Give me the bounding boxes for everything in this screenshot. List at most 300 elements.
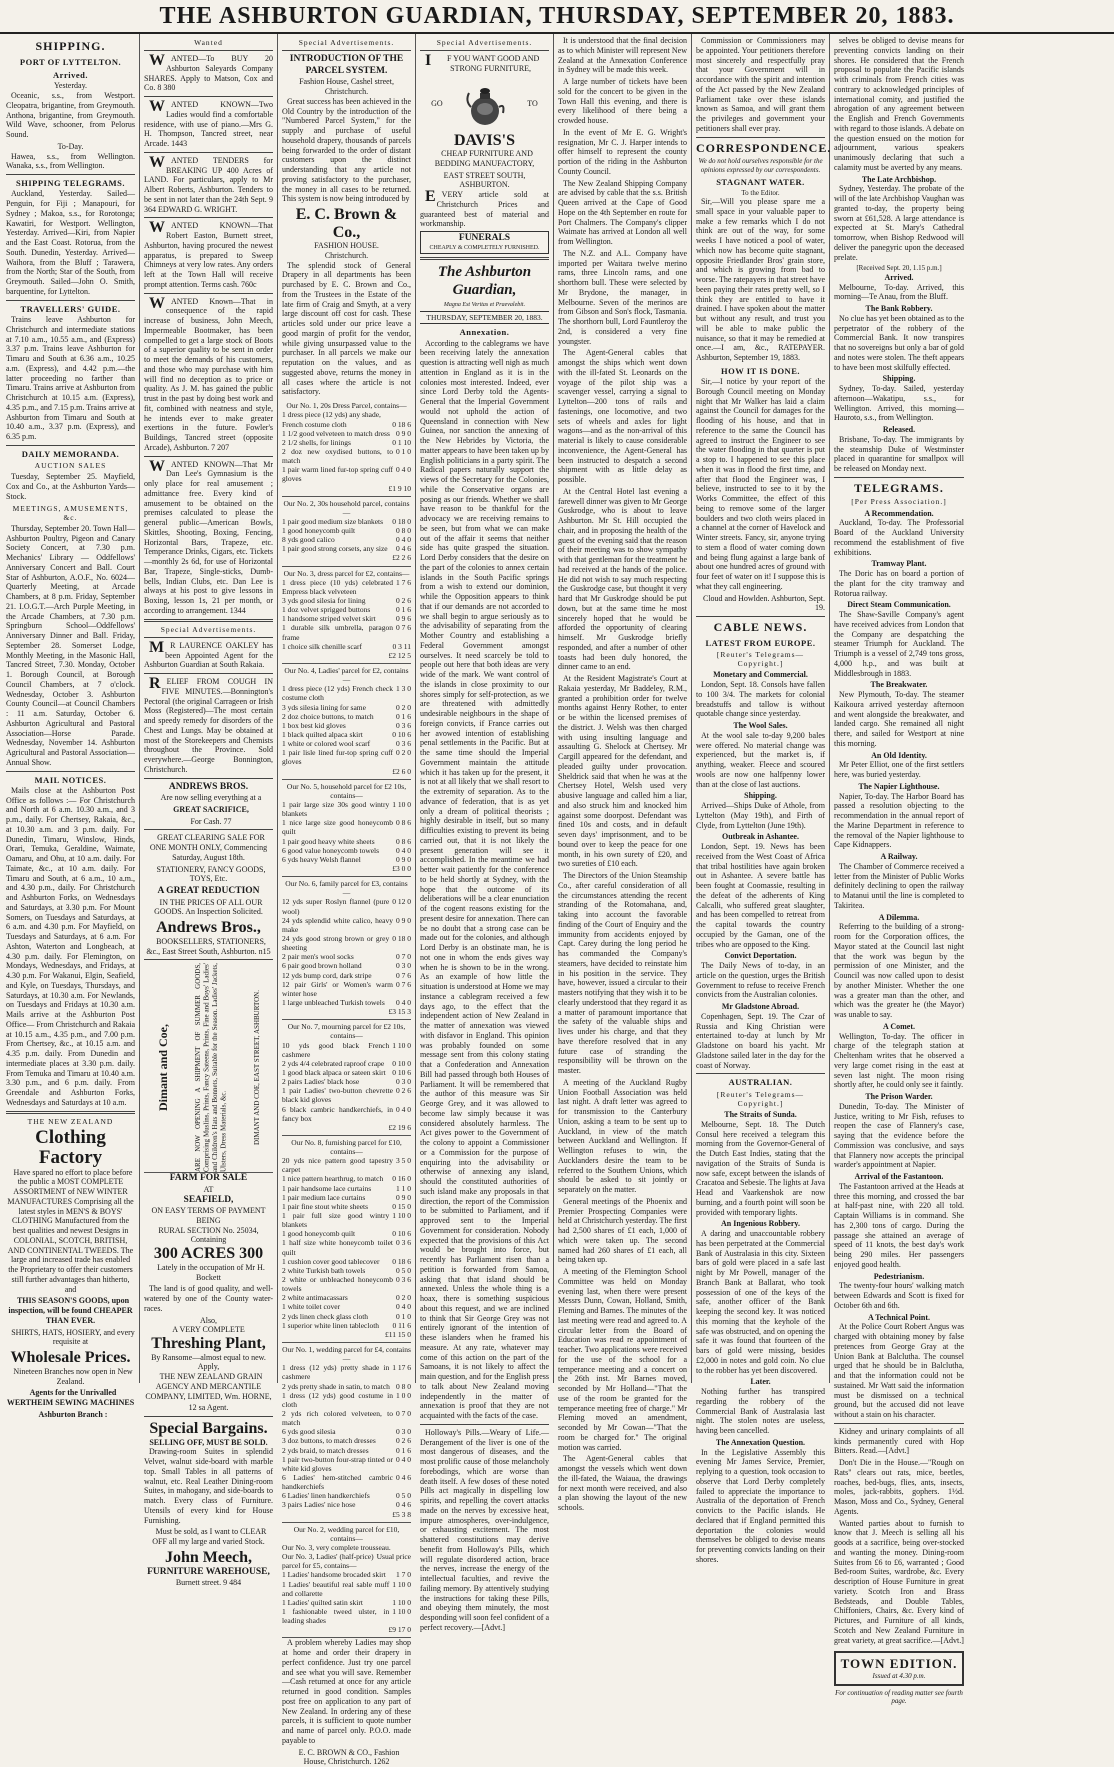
parcel-item: 1 good honeycomb quilt [282, 526, 356, 536]
andrews-big: Andrews Bros., [156, 919, 261, 937]
parcel-item: French costume cloth [282, 419, 347, 429]
newspaper-page [0, 34, 1114, 1767]
parcel-price: £2 19 6 [388, 1122, 411, 1132]
parcel-price: 0 9 0 [396, 915, 411, 925]
australian-heading: AUSTRALIAN. [728, 1077, 793, 1088]
mail-heading: MAIL NOTICES. [34, 774, 107, 785]
parcel-row [282, 1543, 411, 1552]
col5-para-11: A meeting of the Flemington School Committee was held on Monday evening last, when there were present Messrs Dunn, Cowan, Holland, Smith, Fleming and Barnes. The minutes of the last meeting were read and agreed to. A circular letter from the Board of Education was read re appointment of teacher. Two applications were received for the use of the school for a temperance meeting and a concert on the 26th inst. Mr Barnes moved, seconded by Mr Holland—"That the use of the room be granted for the temperance meeting free of charge." Mr Fleming moved an amendment, seconded by Mr Cowan—"That the room be charged for." The original motion was carried. [558, 1267, 687, 1452]
breakwater-text: New Plymouth, To-day. The steamer Kaikoura arrived yesterday afternoon and went alongside the breakwater, and landed cargo. She remained all night there, and sailed for Westport at nine this morning. [834, 690, 964, 748]
parcel-price: 0 8 0 [396, 526, 411, 536]
cheaper-text: THIS SEASON'S GOODS, upon inspection, will be found CHEAPER THAN EVER. [8, 1296, 133, 1325]
warder-heading: The Prison Warder. [865, 1092, 933, 1102]
parcel-row [282, 767, 411, 776]
parcel-row [282, 1007, 411, 1016]
parcel-heading: Our No. 1, 20s Dress Parcel, contains— [286, 401, 407, 411]
nzgrain-line: THE NEW ZEALAND GRAIN AGENCY AND MERCANTILE COMPANY, LIMITED, Wm. HORNE, [145, 1372, 272, 1401]
released-heading: Released. [882, 425, 916, 435]
annex-text: According to the cablegrams we have been receiving lately the annexation question is attracting well nigh as much attention in England as it is in the colonies most interested. Indeed, ever since Lord Derby told the Agents-General that the Imperial Government would not uphold the action of Queensland in connection with New Guinea, nor sanction the annexing of the New Hebrides by Victoria, the matter appears to have been taken up by English politicians in a party spirit. The Radical papers naturally support the views of the Secretary for the Colonies, while the Conservative organs are posing as our friends. Whether we shall have reason to be thankful for the advocacy we are receiving remains to be seen, but from what we can make out of the affair it seems that neither side has quite grasped the situation. Lord Derby considers that the desire on the part of the colonies to annex certain islands in the South Pacific springs from a wish to extend our dominion, while the Opposition appears to think that if our demands are not accorded to we shall begin to argue seriously as to the advisability of separating from the Mother Country and establishing a Federal Government amongst ourselves. It need scarcely be told to people out here that both ideas are very wide of the mark. We want control of the islands in close proximity to our shores simply for self-protection, as we are threatened with admittedly undesirable neighbours in the shape of foreign convicts, if France carries out her avowed intention of establishing penal settlements in the Pacific. But at the same time should the Imperial Government maintain the attitude which it has taken up for the present, it is not at all likely that we shall resort to the extremity of separation. As to the advance of federation, that is as yet only a dream of political theorists ; highly desirable in itself, but so many difficulties existing to prevent its being carried out, that it is not likely the present generation will see it accomplished. In the meantime we had better wait patiently for the conference to be held shortly at Sydney, with the hope that the outcome of its deliberations will be a clear enunciation of the cogent reasons existing for the present desire for annexation. There can be no doubt that a strong case can be made out for the colonies, and although Lord Derby is an obstinate man, he is not one in whom the ends gives way when he is shown to be in the wrong. As an example of how little the situation is understood at Home we may instance a cablegram received a few days ago, to the effect that the independent action of New Zealand in the matter of annexation was viewed with disfavor in England. This opinion was probably founded on some message sent from this colony stating that a Confederation and Annexation Bill had passed through both Houses of Parliament. It will be remembered that the author of this measure was Sir George Grey, and it was allowed to become law simply because it was considered absolutely harmless. The Act gives power to the Government of the colony to appoint a Commissioner or a Commission for the purpose of enquiring into the advisability or otherwise of annexing any island, should the constituted authorities of such island make any proposals in that direction, the report of the Commission to be submitted to Parliament, and if approved sent to the Imperial Government for consideration. Nobody expected that the provisions of this Act would be brought into force, but recently has Parliament risen than a petition is forwarded from Samoa, asking that that island should be annexed. Unless the whole thing is a hoax, there is something suspicious about this request, and we are inclined to think that Sir George Grey was not entirely ignorant of the intention of these islanders when he framed his measure. At any rate, whatever may come of this action on the part of the Samoans, it is not likely to affect the main question, and for the English press to talk about New Zealand moving independently in the matter of annexation is proof that they are not acquainted with the facts of the case. [420, 338, 549, 1421]
davis-line-1: IF YOU WANT GOOD AND STRONG FURNITURE, [425, 52, 540, 73]
parcel-row [282, 429, 411, 438]
parcel-item: 1 Ladies' handsome brocaded skirt [282, 1570, 386, 1580]
apply-line: Apply, [197, 1362, 220, 1372]
parcel-row [282, 1105, 411, 1123]
how-text: Sir,—I notice by your report of the Borough Council meeting on Monday night that Mr Walker has laid a claim against the Council for damages for the flooding of his house, and that in reference to the same the Council has agreed to instruct the Engineer to see the water flooding in that quarter is put a stop to. I happened to see this place when it was in flood the first time, and after that flood the Engineer was, I believe, instructed to see to it by the Works Committee, the effect of this being to remove some of the larger boulders and two cloth weirs placed in a channel at the corner of Havelock and Winter streets. Fancy, sir, anyone trying to stem a flood of water coming down and being flung against a large bank of about one hundred acres of ground with four feet of water on it! I suppose this is what they call engineering. [696, 377, 825, 591]
farm-land: The land is of good quality, and well-watered by one of the County water-races. [144, 1284, 273, 1313]
parcel-block [282, 399, 411, 496]
parcel-price: 0 10 6 [392, 1067, 411, 1077]
parcel-item: 3 doz buttons, to match dresses [282, 1436, 376, 1446]
steam-text: The Shaw-Saville Company's agent have received advices from London that the Company are despatching the steamer Triumph for Auckland. The Triumph is a vessel of 2,749 tons gross, 4,000 h.p., and was built at Middlesbrough in 1883. [834, 610, 964, 678]
parcel-price: 1 7 0 [396, 1570, 411, 1580]
parcel-row [282, 1211, 411, 1229]
dimant-coe-address: DIMANT AND COE, EAST STREET, ASHBURTON. [252, 990, 261, 1146]
parcel-item: 20 yds nice pattern good tapestry carpet [282, 1156, 393, 1175]
wanted-ad-4: WANTED KNOWN—That Robert Easton, Burnett street, Ashburton, having procured the newest apparatus, is prepared to Sweep Chimneys at very low rates. Any orders left at the Town Hall will receive prompt attention. Terms cash. 760c [144, 219, 273, 289]
parcel-row [282, 1491, 411, 1500]
meech-name: John Meech, [164, 1548, 253, 1566]
davis-trade: CHEAP FURNITURE AND BEDDING MANUFACTORY, [434, 149, 535, 168]
parcel-item: 2 yds braid, to match dresses [282, 1445, 369, 1455]
parcel-price: 0 4 6 [396, 1472, 411, 1482]
parcel-item: 6 pair good brown holland [282, 961, 362, 971]
comet-heading: A Comet. [883, 1021, 915, 1031]
suites-text: Drawing-room Suites in splendid Velvet, walnut side-board with marble top. Small Tables in all patterns of walnut, etc. Real Leather Dining-room Suites, in mahogany, and side-boards to match. Every class of Furniture. Utensils of every kind for House Furnishing. [144, 1447, 273, 1525]
monetary-text: London, Sept. 18. Consols have fallen to 100 3/4. The markets for colonial breadstuffs and tallow is without quotable change since yesterday. [696, 680, 825, 719]
parcel-item: 1 Ladies' quilted satin skirt [282, 1597, 363, 1607]
warder-text: Dunedin, To-day. The Minister of Justice, writing to Mr Fish, refuses to reopen the case of Flannery's case, saying that the evidence before the Commission was conclusive, and says that Flannery now accepts the principal warder's appointment at Napier. [834, 1101, 964, 1170]
parcel-item: 1 pair Ladies' two-button chevrette black kid gloves [282, 1086, 393, 1105]
parcel-row [282, 1123, 411, 1132]
parcel-row [282, 1184, 411, 1193]
parcel-row [282, 730, 411, 739]
parcel-row [282, 818, 411, 836]
holloway-advt: Holloway's Pills.—Weary of Life.—Derangement of the liver is one of the most dangerous of diseases, and the most prolific cause of those melancholy forebodings, which are worse than death itself. A few doses of these noted Pills act magically in dispelling low spirits, and repelling the covert attacks made on the nerves by excessive heat, impure atmospheres, over-indulgence, or exhausting excitement. The most shattered constitutions may derive benefit from Holloway's Pills, which will regulate disordered action, brace the nerves, increase the energy of the intellectual faculties, and revive the failing memory. By attentively studying the instructions for taking these Pills, and obeying them minutely, the most desponding will soon feel confident of a perfect recovery.—[Advt.] [420, 1427, 549, 1632]
parcel-item: 2 white or unbleached honeycomb towels [282, 1275, 393, 1294]
parcel-row [282, 1446, 411, 1455]
parcel-row [282, 1500, 411, 1509]
travellers-text: Trains leave Ashburton for Christchurch and intermediate stations at 7.10 a.m., 10.55 a.m., and (Express) 3.37 p.m. Trains leave Ashburton for Timaru and South at 6.36 a.m., 10.25 a.m. (Express), and 4.42 p.m.—the latter proceeding no farther than Timaru. Trains arrive at Ashburton from Christchurch at 10.15 a.m. (Express), 4.35 p.m., and 7.15 p.m. Trains arrive at Ashburton from Timaru and South at 10.40 a.m., 3.37 p.m. (Express), and 6.35 p.m. [6, 315, 135, 442]
farm-terms: ON EASY TERMS OF PAYMENT [151, 1206, 266, 1216]
comet-text: Wellington, To-day. The officer in charge of the telegraph station at Cheltenham writes that he observed a very large comet rising in the east at seven last night. The moon rising shortly after, he could only see it faintly. [834, 1031, 964, 1090]
released-text: Brisbane, To-day. The immigrants by the steamship Duke of Westminster placed in quarantine for smallpox will be released on Monday next. [834, 434, 964, 474]
parcel-item: 1 superior white linen tablecloth [282, 1320, 380, 1330]
parcel-price: 0 4 0 [396, 535, 411, 545]
shipping-telegrams-heading: SHIPPING TELEGRAMS. [15, 178, 125, 189]
parcel-item: 1 black quilted alpaca skirt [282, 730, 363, 740]
parcel-price: 0 7 0 [396, 952, 411, 962]
parcel-row [282, 1202, 411, 1211]
annexq-text: In the Legislative Assembly this evening Mr James Service, Premier, replying to a question, took occasion to observe that Lord Derby completely failed to appreciate the importance to Australia of the deportation of French convicts to the Pacific islands. He declared that if England permitted this deportation the colonies would themselves be obliged to devise means for preventing convicts landing on their shores. [696, 1447, 825, 1564]
parcel-row [282, 1455, 411, 1473]
wanted-ad-3: WANTED TENDERS for BREAKING UP 400 Acres of LAND. For particulars, apply to Mr Albert Roberts, Ashburton. Tenders to be sent in not later than the 24th Sept. 9 364 EDWARD G. WRIGHT. [144, 153, 273, 214]
parcel-block [282, 1523, 411, 1639]
parcel-row [282, 1193, 411, 1202]
parcel-price: 0 3 0 [396, 961, 411, 971]
parcel-row [282, 1330, 411, 1339]
dilemma-text: Referring to the building of a strong-room for the Corporation offices, the Mayor stated at the Council last night that the work was begun by the permission of one Minister, and the Council was now called upon to desist by another Minister. Whether the one was a greater man than the other, and which was the greater he (the Mayor) was unable to say. [834, 922, 964, 1020]
water-to: To the Editor. [741, 188, 780, 197]
col5-para-3: The New Zealand Shipping Company are advised by cable that the s.s. British Queen arrived at the Cape of Good Hope on the 4th September en route for Port Chalmers. The Company's clipper Waimate has arrived at London all well from Wellington. [558, 178, 687, 246]
parcel-item: 1 pair large size 30s good wintry blankets [282, 800, 390, 819]
wool-heading: The Wool Sales. [733, 721, 788, 731]
bargains-title: Special Bargains. [149, 1420, 268, 1438]
archbishop-text: Sydney, Yesterday. The probate of the will of the late Archbishop Vaughan was granted to-day, the property being sworn at £61,528. A large attendance is expected at St. Mary's Cathedral tomorrow, when Bishop Redwood will deliver the panegyric upon the deceased prelate. [834, 184, 964, 262]
parcel-price: 0 18 6 [392, 1256, 411, 1266]
identity-text: Mr Peter Elliot, one of the first settlers here, was buried yesterday. [834, 760, 964, 780]
parcel-item: 6 black cambric handkerchiefs, in fancy box [282, 1104, 393, 1123]
parcel-row [282, 447, 411, 465]
special-heading-3: Special Advertisements. [298, 38, 395, 47]
parcel-item: 1 pair lisle lined fur-top spring cuff gloves [282, 748, 393, 767]
parcel-price: 1 10 0 [392, 1597, 411, 1607]
parcel-row [282, 1275, 411, 1293]
col6-intro: Commission or Commissioners may be appointed. Your petitioners therefore most sincerely and respectfully pray that your Government will in accordance with the spirit and intention of the Act passed by the New Zealand Parliament take over these islands known as Samoa, and will grant them the privileges and government your petitioners shall ever pray. [696, 36, 825, 133]
parcel-price: £11 15 0 [385, 1329, 411, 1339]
parcel-row [282, 897, 411, 915]
australian-copy: [Reuter's Telegrams—Copyright.] [716, 1089, 805, 1108]
parcel-item: 1 nice large size good honeycomb quilt [282, 818, 393, 837]
parcel-price: 0 2 6 [396, 1086, 411, 1096]
town-edition-heading: TOWN EDITION. [840, 1656, 958, 1672]
parcel-row [282, 1068, 411, 1077]
parcel-price: 1 1 0 [396, 1183, 411, 1193]
outbreak-heading: Outbreak in Ashantee. [722, 832, 799, 842]
parcel-item: 1 pair good medium size blankets [282, 516, 384, 526]
parcel-row [282, 1570, 411, 1579]
parcel-price: 0 2 0 [396, 702, 411, 712]
parcel-item: 1 dress piece (12 yds) any shade, [282, 410, 381, 420]
complete-line: A VERY COMPLETE [172, 1325, 245, 1335]
continuation-note: For continuation of reading matter see fourth page. [835, 1688, 963, 1706]
column-3 [278, 34, 416, 1767]
masthead [0, 0, 1114, 34]
parcel-price: 0 4 6 [396, 544, 411, 554]
parcel-price: 0 11 6 [392, 1320, 411, 1330]
parcel-item: 1 cushion cover good tablecover [282, 1256, 380, 1266]
thresher-title: Threshing Plant, [151, 1335, 266, 1353]
cable-sub: LATEST FROM EUROPE. [705, 637, 816, 648]
parcel-row [282, 410, 411, 419]
parcel-item: 1 good black alpaca or sateen skirt [282, 1067, 386, 1077]
parcel-row [282, 855, 411, 864]
parcel-price: 1 10 0 [392, 1211, 411, 1221]
shipping-telegrams-text: Auckland, Yesterday. Sailed—Penguin, for Fiji ; Manapouri, for Sydney ; Makoa, s.s., for Rorotonga; Kawatiri, for Westport. Wellington, Yesterday. Arrived—Kiri, from Napier and the East Coast. Rotorua, from the South. Dunedin, Yesterday. Arrived—Waihora, from the Bluff ; Tarawera, from the North; Star of the South, from Greymouth. Sailed—John O. Smith, barquentine, for Lyttelton. [6, 189, 135, 296]
railway-text: The Chamber of Commerce received a letter from the Minister of Public Works definitely declining to open the railway to Matanui until the line is completed to Takiritea. [834, 861, 964, 910]
wanted-ad-1: WANTED—To BUY 20 Ashburton Saleyards Company SHARES. Apply to Matson, Cox and Co. 8 380 [144, 52, 273, 93]
parcel-price: 0 9 0 [396, 1192, 411, 1202]
parcel-price: 0 8 0 [396, 1381, 411, 1391]
parcel-price: £3 15 3 [388, 1007, 411, 1017]
parcel-price: 0 3 0 [396, 1427, 411, 1437]
later-heading: Later. [750, 1377, 771, 1387]
parcel-row [282, 1607, 411, 1625]
brown-city: Christchurch. [324, 250, 369, 260]
parcel-price: 0 3 6 [396, 739, 411, 749]
parcel-item: 3 pairs Ladies' nice hose [282, 1500, 356, 1510]
dilemma-heading: A Dilemma. [878, 912, 920, 922]
parcel-item: 1 box best kid gloves [282, 720, 346, 730]
advt-1: Kidney and urinary complaints of all kinds permanently cured with Hop Bitters. Read.—[Advt.] [834, 1426, 964, 1456]
andrews-trade: BOOKSELLERS, STATIONERS, &c., East Street South, Ashburton. n15 [146, 936, 271, 956]
parcel-row [282, 739, 411, 748]
col5-para-10: General meetings of the Phoenix and Premier Prospecting Companies were held at Christchurch yesterday. The first had 2,500 shares of £1 each, 1,000 of which were taken up. The second named had 260 shares of £1 each, all being taken up. [558, 1196, 687, 1265]
selling-line: SELLING OFF, MUST BE SOLD. [149, 1437, 268, 1447]
advt-3: Wanted parties about to furnish to know that J. Meech is selling all his goods at a sacrifice, being over-stocked and wanting the money. Dining-room Suites from £6 to £6, warranted ; Good Bed-room Suites, wardrobe, &c. Every description of House Furniture in great variety. Scotch Iron and Brass Bedsteads, and Double Tables, Chiffoniers, Chairs, &c. Every kind of Pictures, and Furniture of all kinds, Scotch and New Zealand Furniture in great variety, at great sacrifice.—[Advt.] [834, 1518, 964, 1645]
parcel-row [282, 438, 411, 447]
parcel-price: 0 3 6 [396, 720, 411, 730]
parcel-row [282, 1086, 411, 1104]
parcel-row [282, 605, 411, 614]
parcel-item: 6 yds good silesia [282, 1427, 336, 1437]
parcel-row [282, 1580, 411, 1598]
parcel-price: 0 4 0 [396, 997, 411, 1007]
farm-section: RURAL SECTION No. 25034, [158, 1225, 259, 1235]
parcel-row [282, 544, 411, 553]
parcel-item: 2 yds pretty shade in satin, to match [282, 1381, 390, 1391]
clothing-text: Have spared no effort to place before the public a MOST COMPLETE ASSORTMENT of NEW WINTER MANUFACTURES Comprising all the latest styles in MEN'S & BOYS' CLOTHING Manufactured from the best qualities and newest Designs in COLONIAL, SCOTCH, BRITISH, AND CONTINENTAL TWEEDS. The large and increased trade has enabled the Proprietary to offer their customers still further advantages than hitherto, and [7, 1167, 134, 1294]
parcel-row [282, 1473, 411, 1491]
column-5 [554, 34, 692, 1512]
parcel-item: 1 dress (12 yds) good costume in cloth [282, 1390, 393, 1409]
parcel-item: 1 dress piece (10 yds) celebrated Empress black velveteen [282, 577, 393, 596]
col7-intro: selves be obliged to devise means for preventing convicts landing on their shores. He considered that the French proposal to populate the Pacific islands with criminals from French cities was contrary to acknowledged principles of international comity, and justified the abrogation of any agreement between the English and French Governments with regard to those islands. A debate on the question ensued on the motion for adjournment, various speakers unanimously declaring that such a calamity must be averted by any means. [834, 36, 964, 172]
parcel-row [282, 420, 411, 429]
parcel-heading: Our No. 6, family parcel for £3, contains— [285, 879, 408, 898]
water-heading: STAGNANT WATER. [716, 177, 805, 188]
shirts-text: SHIRTS, HATS, HOSIERY, and every requisite at [11, 1327, 135, 1347]
parcel-price: 0 2 0 [396, 748, 411, 758]
parcel-row [282, 1363, 411, 1381]
fastantoon-text: The Fastantoon arrived at the Heads at three this morning, and crossed the bar at half-past nine, with 220 all told. Captain Williams is in command. She has 2,300 tons of cargo. During the passage she attained an average of speed of 11 knots, the best day's work being 290 miles. Her passengers enjoyed good health. [834, 1181, 964, 1269]
meetings-text: Thursday, September 20. Town Hall—Ashburton Poultry, Pigeon and Canary Society Concert, at 7.30 p.m. Mechanics' Library — Oddfellows' Anniversary Concert and Ball. Court Star of Ashburton, A.O.F., No. 6024—Quarterly Meeting, at Arcade Chambers, at 8 p.m. Friday, September 21. I.O.G.T.—Arch Purple Meeting, in the Arcade Chambers, at 7.30 p.m. Springburn School—Oddfellows' Anniversary Dinner and Ball. Friday, September 28. Somerset Lodge, Monthly Meeting, in the Masonic Hall, Tancred Street, 7.30. Monday, October 1. Borough Council, at Borough Council Chambers, at 7 o'clock. Wednesday, October 3. Ashburton County Council—at Council Chambers : 11 a.m. Saturday, October 6. Ashburton Agricultural and Pastoral Association—Horse Parade. Wednesday, November 14. Ashburton Agricultural and Pastoral Association—Annual Show. [6, 523, 135, 767]
parcel-price: 0 10 0 [392, 1058, 411, 1068]
parcel-item: 2 white antimacassars [282, 1293, 348, 1303]
shipping-text-6: Arrived—Ships Duke of Athole, from Lyttelton (May 19th), and Firth of Clyde, from Lyttelton (June 19th). [696, 801, 825, 830]
robbery-text: A daring and unaccountable robbery has been perpetrated at the Commercial Bank of Australasia in this city. Sixteen bars of gold were placed in a safe last night by Mr Powell, manager of the Branch Bank at Ballarat, who took possession of one of the keys of the safe, another officer of the Bank keeping the second key. It was noticed this morning that the keyhole of the safe was obstructed, and on opening the safe it was found that fourteen of the bars of gold were missing, besides £2,000 in notes and gold coin. No clue to the robber has yet been discovered. [696, 1229, 825, 1375]
bank-heading: The Bank Robbery. [865, 304, 933, 314]
parcel-row [282, 1266, 411, 1275]
parcel-row [282, 651, 411, 660]
parcel-item: 1 Ladies' beautiful real sable muff and collarette [282, 1579, 390, 1598]
parcel-row [282, 1302, 411, 1311]
parcel-price: 0 7 6 [396, 623, 411, 633]
parcel-row [282, 623, 411, 641]
parcel-price: 1 17 6 [392, 1363, 411, 1373]
parcel-price: 0 8 6 [396, 836, 411, 846]
parcel-row [282, 526, 411, 535]
parcel-item: 12 pair Girls' or Women's warm winter hose [282, 979, 393, 998]
parcel-item: 6 Ladies' hem-stitched cambric handkerchiefs [282, 1472, 393, 1492]
parcel-item: 1 good honeycomb quilt [282, 1229, 356, 1239]
shipping-heading: SHIPPING. [35, 39, 106, 53]
col5-para-9: A meeting of the Auckland Rugby Union Football Association was held last night. A draft letter was agreed to for transmission to the Canterbury Union, asking a team to be sent up to Auckland, in view of the match between Auckland and Wellington. If Wellington refuses to win, the Aucklanders desire the team to be referred to the Southern Unions, which should be asked to sit jointly or separately on the matter. [558, 1077, 687, 1194]
parcel-price: 0 3 6 [396, 1238, 411, 1248]
col5-para-12: The Agent-General cables that amongst the vessels which went down the ill-fated, the Waiaua, the drawings for next month were received, and also a plan showing the layout of the new schools. [558, 1454, 687, 1512]
parcel-row [282, 465, 411, 483]
reduction-heading: A GREAT REDUCTION [157, 886, 260, 897]
outbreak-text: London, Sept. 19. News has been received from the West Coast of Africa that tribal hostilities have again broken out in Ashantee. A severe battle has been fought at Coomassie, resulting in the defeat of the adherents of King Calcalli, who suffered great slaughter, and has been compelled to retreat from the capital towards the country occupied by the Gaman, one of the tribes who are opposed to the King. [696, 842, 825, 949]
parcel-item: 6 Ladies' linen handkerchiefs [282, 1491, 370, 1501]
wertheim-text: Agents for the Unrivalled WERTHEIM SEWING MACHINES [6, 1388, 135, 1408]
parcel-row [282, 998, 411, 1007]
dimant-coe-title: Dimant and Coe, [155, 1024, 170, 1112]
parcel-price: 0 5 0 [396, 1491, 411, 1501]
parcel-block [282, 497, 411, 567]
parcel-heading: Our No. 2, wedding parcel for £10, contains— [293, 1524, 400, 1543]
parcel-row [282, 748, 411, 766]
parcel-item: 8 yds good calico [282, 535, 335, 545]
parcel-item: 2 yds linen check glass cloth [282, 1311, 369, 1321]
parcel-price: 0 8 6 [396, 818, 411, 828]
parcel-block [282, 1020, 411, 1136]
today-text: Hawea, s.s., from Wellington. Wanaka, s.s., from Wellington. [6, 151, 135, 171]
press-line: [Per Press Association.] [851, 497, 947, 507]
lighthouse-heading: The Napier Lighthouse. [858, 781, 940, 791]
meetings-heading: MEETINGS, AMUSEMENTS, &c. [12, 503, 129, 522]
parcel-item: 1 durable silk umbrella, paragon frame [282, 623, 393, 642]
parcel-row [282, 517, 411, 526]
parcel-row [282, 952, 411, 961]
cable-heading: CABLE NEWS. [713, 620, 808, 635]
railway-heading: A Railway. [880, 852, 918, 862]
parcel-heading: Our No. 7, mourning parcel for £2 10s, contains— [287, 1022, 406, 1041]
parcel-item: 24 yds splendid white calico, heavy make [282, 915, 393, 934]
parcel-row [282, 614, 411, 623]
parcel-row [282, 721, 411, 730]
parcel-row [282, 1041, 411, 1059]
farm-acres: 300 ACRES 300 [153, 1245, 264, 1263]
parcel-price: 1 3 0 [396, 684, 411, 694]
funerals-sub: CHEAPLY & COMPLETELY FURNISHED. [429, 244, 540, 251]
parcel-price: 0 1 0 [396, 1311, 411, 1321]
parcel-item: 1 pair good strong corsets, any size [282, 544, 388, 554]
parcel-block [282, 1343, 411, 1523]
parcel-price: 0 1 6 [396, 711, 411, 721]
agent-line: 12 sa Agent. [188, 1403, 229, 1413]
parcel-price: 0 15 0 [392, 1201, 411, 1211]
farm-being: BEING [196, 1215, 221, 1225]
parcel-item: 1 pair warm lined fur-top spring cuff gloves [282, 465, 393, 484]
clothing-title: Clothing Factory [35, 1126, 106, 1168]
parcel-price: £5 3 8 [392, 1509, 411, 1519]
wanted-ad-2: WANTED KNOWN—Two Ladies would find a comfortable residence, with use of piano.—Mrs G. H. Thompson, Tancred street, near Arcade. 1443 [144, 98, 273, 149]
column-7 [830, 34, 968, 1706]
parcel-price: 1 10 0 [392, 800, 411, 809]
identity-heading: An Old Identity. [871, 750, 927, 760]
parcel-row [282, 1059, 411, 1068]
brown-footer: E. C. BROWN & CO., Fashion House, Christchurch. 1262 [298, 1747, 400, 1767]
parcel-sub: Fashion House, Cashel street, Christchurch. [299, 77, 394, 97]
correspondence-heading: CORRESPONDENCE. [696, 140, 832, 155]
steam-heading: Direct Steam Communication. [847, 600, 951, 610]
mail-text: Mails close at the Ashburton Post Office as follows :— For Christchurch and North at 6 a.m. 10.30 a.m., and 3 p.m., daily. For Chertsey, Rakaia, &c., at 10.30 a.m. and 3 p.m. daily. For Dunedin, Timaru, Winslow, Hinds, Orari, Temuka, Geraldine, Waimate, Oamaru, and Ohu, at 10 a.m. daily. For Taimate, &c., at 10 a.m. daily. For Timaru and South, at 6 a.m., 10 a.m., and 4.30 p.m., daily. For Christchurch and Ashburton Forks, on Wednesdays and Saturdays, at 3.30 p.m. For Mount Somers, on Tuesdays and Saturdays, at 6 a.m. and 4.30 p.m. For Mayfield, on Tuesdays and Saturdays, at 6 a.m. For Ashton, Waterton and Longbeach, at 4.30 p.m. daily. For Flemington, on Mondays, Wednesdays, and Fridays, at 4.30 p.m. For Wakanui, Elgin, Seafield, and Kyle, on Tuesdays, Thursdays, and Saturdays, at 10.30 a.m. For Newlands, on Tuesdays and Fridays at 10.30 a.m. Mails arrive at the Ashburton Post Office— From Christchurch and Rakaia at 10.15 a.m., 4.35 p.m., and 7.00 p.m. From Chertsey, &c., at 10.15 a.m. and 4.35 p.m. daily. From Dunedin and intermediate places at 3.30 p.m. daily. From Temuka and Timaru at 10.40 a.m. 3.30 p.m., and 6 p.m. daily. From Greendale and Ashburton Forks, Wednesdays and Saturdays at 10 a.m. [6, 785, 135, 1107]
robbery-heading: An Ingenious Robbery. [721, 1219, 800, 1229]
paper-motto: Magna Est Veritas et Praevalebit. [443, 301, 526, 308]
parcel-price: 1 10 0 [392, 1040, 411, 1050]
gladstone-heading: Mr Gladstone Abroad. [721, 1002, 800, 1012]
parcel-item: 3 yds silesia lining for same [282, 702, 366, 712]
parcel-price: 3 5 0 [396, 1156, 411, 1166]
relief-ad: RELIEF FROM COUGH IN FIVE MINUTES.—Bonnington's Pectoral (the original Carrageen or Irish Moss (Registered)—The most certain and speedy remedy for disorders of the Chest and Lungs. May be obtained at most of the Storekeepers and Chemists throughout the Province. Sold everywhere.—George Bonnington, Christchurch. [144, 675, 273, 774]
water-text: Sir,—Will you please spare me a small space in your valuable paper to make a few remarks which I do not think are out of the way, for some weeks I have noticed a pool of water, which now has become quite stagnant, opposite Friedlander Bros' grain store, and which is growing from bad to worse. The ratepayers in that street have been paying their rates pretty well, so I think they are entitled to have it drained. I have spoken about the matter but without any result, and trust you will be able to make public the nuisance, so that it may be remedied at once.—I am, &c., RATEPAYER. Ashburton, September 19, 1883. [696, 197, 825, 363]
parcel-item: 6 good value honeycomb towels [282, 845, 380, 855]
technical-text: At the Police Court Robert Angus was charged with obtaining money by false pretences from George Gray at the Union Bank at Balclutha. The counsel urged that he should be in Balclutha, and that the information could not be sustained. Mr Watt said the information must be dismissed on a technical ground, but the accused did not leave without a stain on his character. [834, 1322, 964, 1420]
parcel-item: 1 dress piece (12 yds) French check costume cloth [282, 684, 393, 703]
port-heading: PORT OF LYTTELTON. [19, 56, 122, 67]
funerals-box [420, 231, 549, 254]
parcel-row [282, 642, 411, 651]
shipping-heading-6: Shipping. [744, 791, 777, 801]
parcel-price: 0 16 0 [392, 1174, 411, 1184]
tramway-text: The Doric has on board a portion of the plant for the city tramway and Rotorua railway. [834, 569, 964, 598]
breakwater-heading: The Breakwater. [870, 680, 928, 690]
parcel-item: 2 1/2 shells, for linings [282, 437, 351, 447]
parcel-price: 0 7 6 [396, 970, 411, 980]
arrived-day: Yesterday. [53, 81, 88, 91]
parcel-price: 0 7 6 [396, 979, 411, 989]
parcel-item: 1 white or colored wool scarf [282, 739, 371, 749]
parcel-row [282, 684, 411, 702]
parcel-text: Great success has been achieved in the Old Country by the introduction of the "Numbered Parcel System," for the supply and purchase of useful household drapery, thousands of parcels being forwarded to the order of distant customers upon the distinct understanding that any article not proving satisfactory to the purchaser, the money in all cases to be returned. This system is now being introduced by [282, 96, 411, 204]
parcel-row [282, 1391, 411, 1409]
parcel-list [282, 399, 411, 1638]
davis-go-row [420, 76, 549, 132]
parcel-heading: Our No. 1, wedding parcel for £4, contains— [282, 1345, 411, 1364]
dimant-coe-body: ARE NOW OPENING A SHIPMENT OF SUMMER GOODS, Comprising Muslins, Prints, Fancy Sateens, Prints, Fine and Boys' Ladies' and Children's Hats and Bonnets, Suitable for the Season. Ladies' Jackets, Ulsters, Dress Materials, &c. [194, 963, 229, 1173]
parcel-price: 0 1 6 [396, 1445, 411, 1455]
parcel-row [282, 1174, 411, 1183]
andrews-heading: ANDREWS BROS. [168, 781, 249, 792]
parcel-price: 0 18 6 [392, 419, 411, 429]
parcel-price: 0 9 0 [396, 854, 411, 864]
brown-text: The splendid stock of General Drapery in all departments has been purchased by E. C. Brown and Co., from the Trustees in the Estate of the late firm of Craig and Smyth, at a very large discount off cost for cash. These articles sold under our price leave a good margin of profit for the vendor, while giving unsurpassed value to the purchaser. In all parcels we make our reputation on the values, and as suggested above, returns the money in all cases where the article is not satisfactory. [282, 260, 411, 397]
parcel-price: 0 4 0 [396, 1302, 411, 1312]
parcel-row [282, 934, 411, 952]
parcel-block [282, 877, 411, 1020]
farm-place: SEAFIELD, [183, 1194, 234, 1205]
parcel-price: 0 9 0 [396, 428, 411, 438]
parcel-price: 0 4 0 [396, 1104, 411, 1114]
parcel-heading: Our No. 3, dress parcel for £2, contains— [283, 568, 410, 578]
kettle-icon [465, 79, 505, 129]
parcel-heading: Our No. 5, household parcel for £2 10s, contains— [286, 781, 407, 800]
lighthouse-text: Napier, To-day. The Harbor Board has passed a resolution objecting to the recommendation in the annual report of the Marine Department in reference to the removal of the Napier lighthouse to Cape Kidnappers. [834, 791, 964, 850]
wanted-ad-6: WANTED KNOWN—That Mr Dan Lee's Gymnasium is the only place for real amusement ; admittance free. Every kind of amusement to be obtained on the premises calculated to please the general public—American Bowls, Skittles, Shooting, Boxing, Fencing, Horizontal Bars, Trapeze, etc. Temperance Drinks, Cigars, etc. Tickets—monthly 2s 6d, for use of Horizontal Bar, Trapeze, Single-sticks, Dumb-bells, Indian Clubs, etc. Dan Lee is always at his post to give lessons in Boxing, lesson 1s, 21 per month, or according to arrangement. 1344 [144, 457, 273, 615]
parcel-price: 0 18 0 [392, 933, 411, 943]
technical-heading: A Technical Point. [867, 1312, 930, 1322]
parcel-price: £3 0 0 [392, 863, 411, 873]
wanted-ad-5: WANTED Known—That in consequence of the rapid increase of business, John Meech, Impermeable Bootmaker, has been compelled to get a large stock of Boots of a superior quality to be sent in order to meet the demands of his customers, and those who may purchase with him will find no deception as to price or quality. As J. M. has gained the public trust in the past by doing best work and fit, combined with neatness and style, he intends ever to make greater exertions in the future. Fowler's Buildings, Tancred street (opposite Arcade), Ashburton. 7 207 [144, 294, 273, 452]
arrived-text-7: Melbourne, To-day. Arrived, this morning—Te Anau, from the Bluff. [834, 282, 964, 302]
parcel-price: 0 3 11 [392, 641, 411, 651]
parcel-row [282, 916, 411, 934]
pedestrianism-text: The twenty-four hours' walking match between Edwards and Scott is fixed for October 6th and 6th. [834, 1281, 964, 1310]
parcel-price: £2 12 5 [388, 650, 411, 660]
auction-heading: AUCTION SALES [34, 461, 107, 471]
col5-para-5: The Agent-General cables that amongst the ships which went down with the ill-fated St. Leonards on the voyage of the pilot ship was a scavenger vessel, carrying a signal to Lyttelton—200 tons of rails and fastenings, one locomotive, and two sets of wheels and axles for light wagons—and as the non-arrival of this material is likely to cause considerable inconvenience, the Agent-General has been instructed to despatch a second shipment with as little delay as possible. [558, 348, 687, 484]
parcel-block [282, 567, 411, 664]
arrived-text: Oceanic, s.s., from Westport. Cleopatra, brigantine, from Greymouth. Anthona, brigantine, from Greymouth. Wild Wave, schooner, from Pelorus Sound. [6, 91, 135, 140]
parcel-price: 0 12 0 [392, 897, 411, 907]
davis-sold: EVERY article sold at Christchurch Prices and guaranteed best of material and workmanship. [420, 188, 549, 229]
parcel-item: 2 doz choice buttons, to match [282, 711, 374, 721]
column-6 [692, 34, 832, 1564]
meech-trade: FURNITURE WAREHOUSE, [147, 1566, 270, 1577]
parcel-row [282, 1382, 411, 1391]
parcel-item: 1 doz velvet sprigged buttons [282, 605, 371, 615]
parcel-row [282, 578, 411, 596]
